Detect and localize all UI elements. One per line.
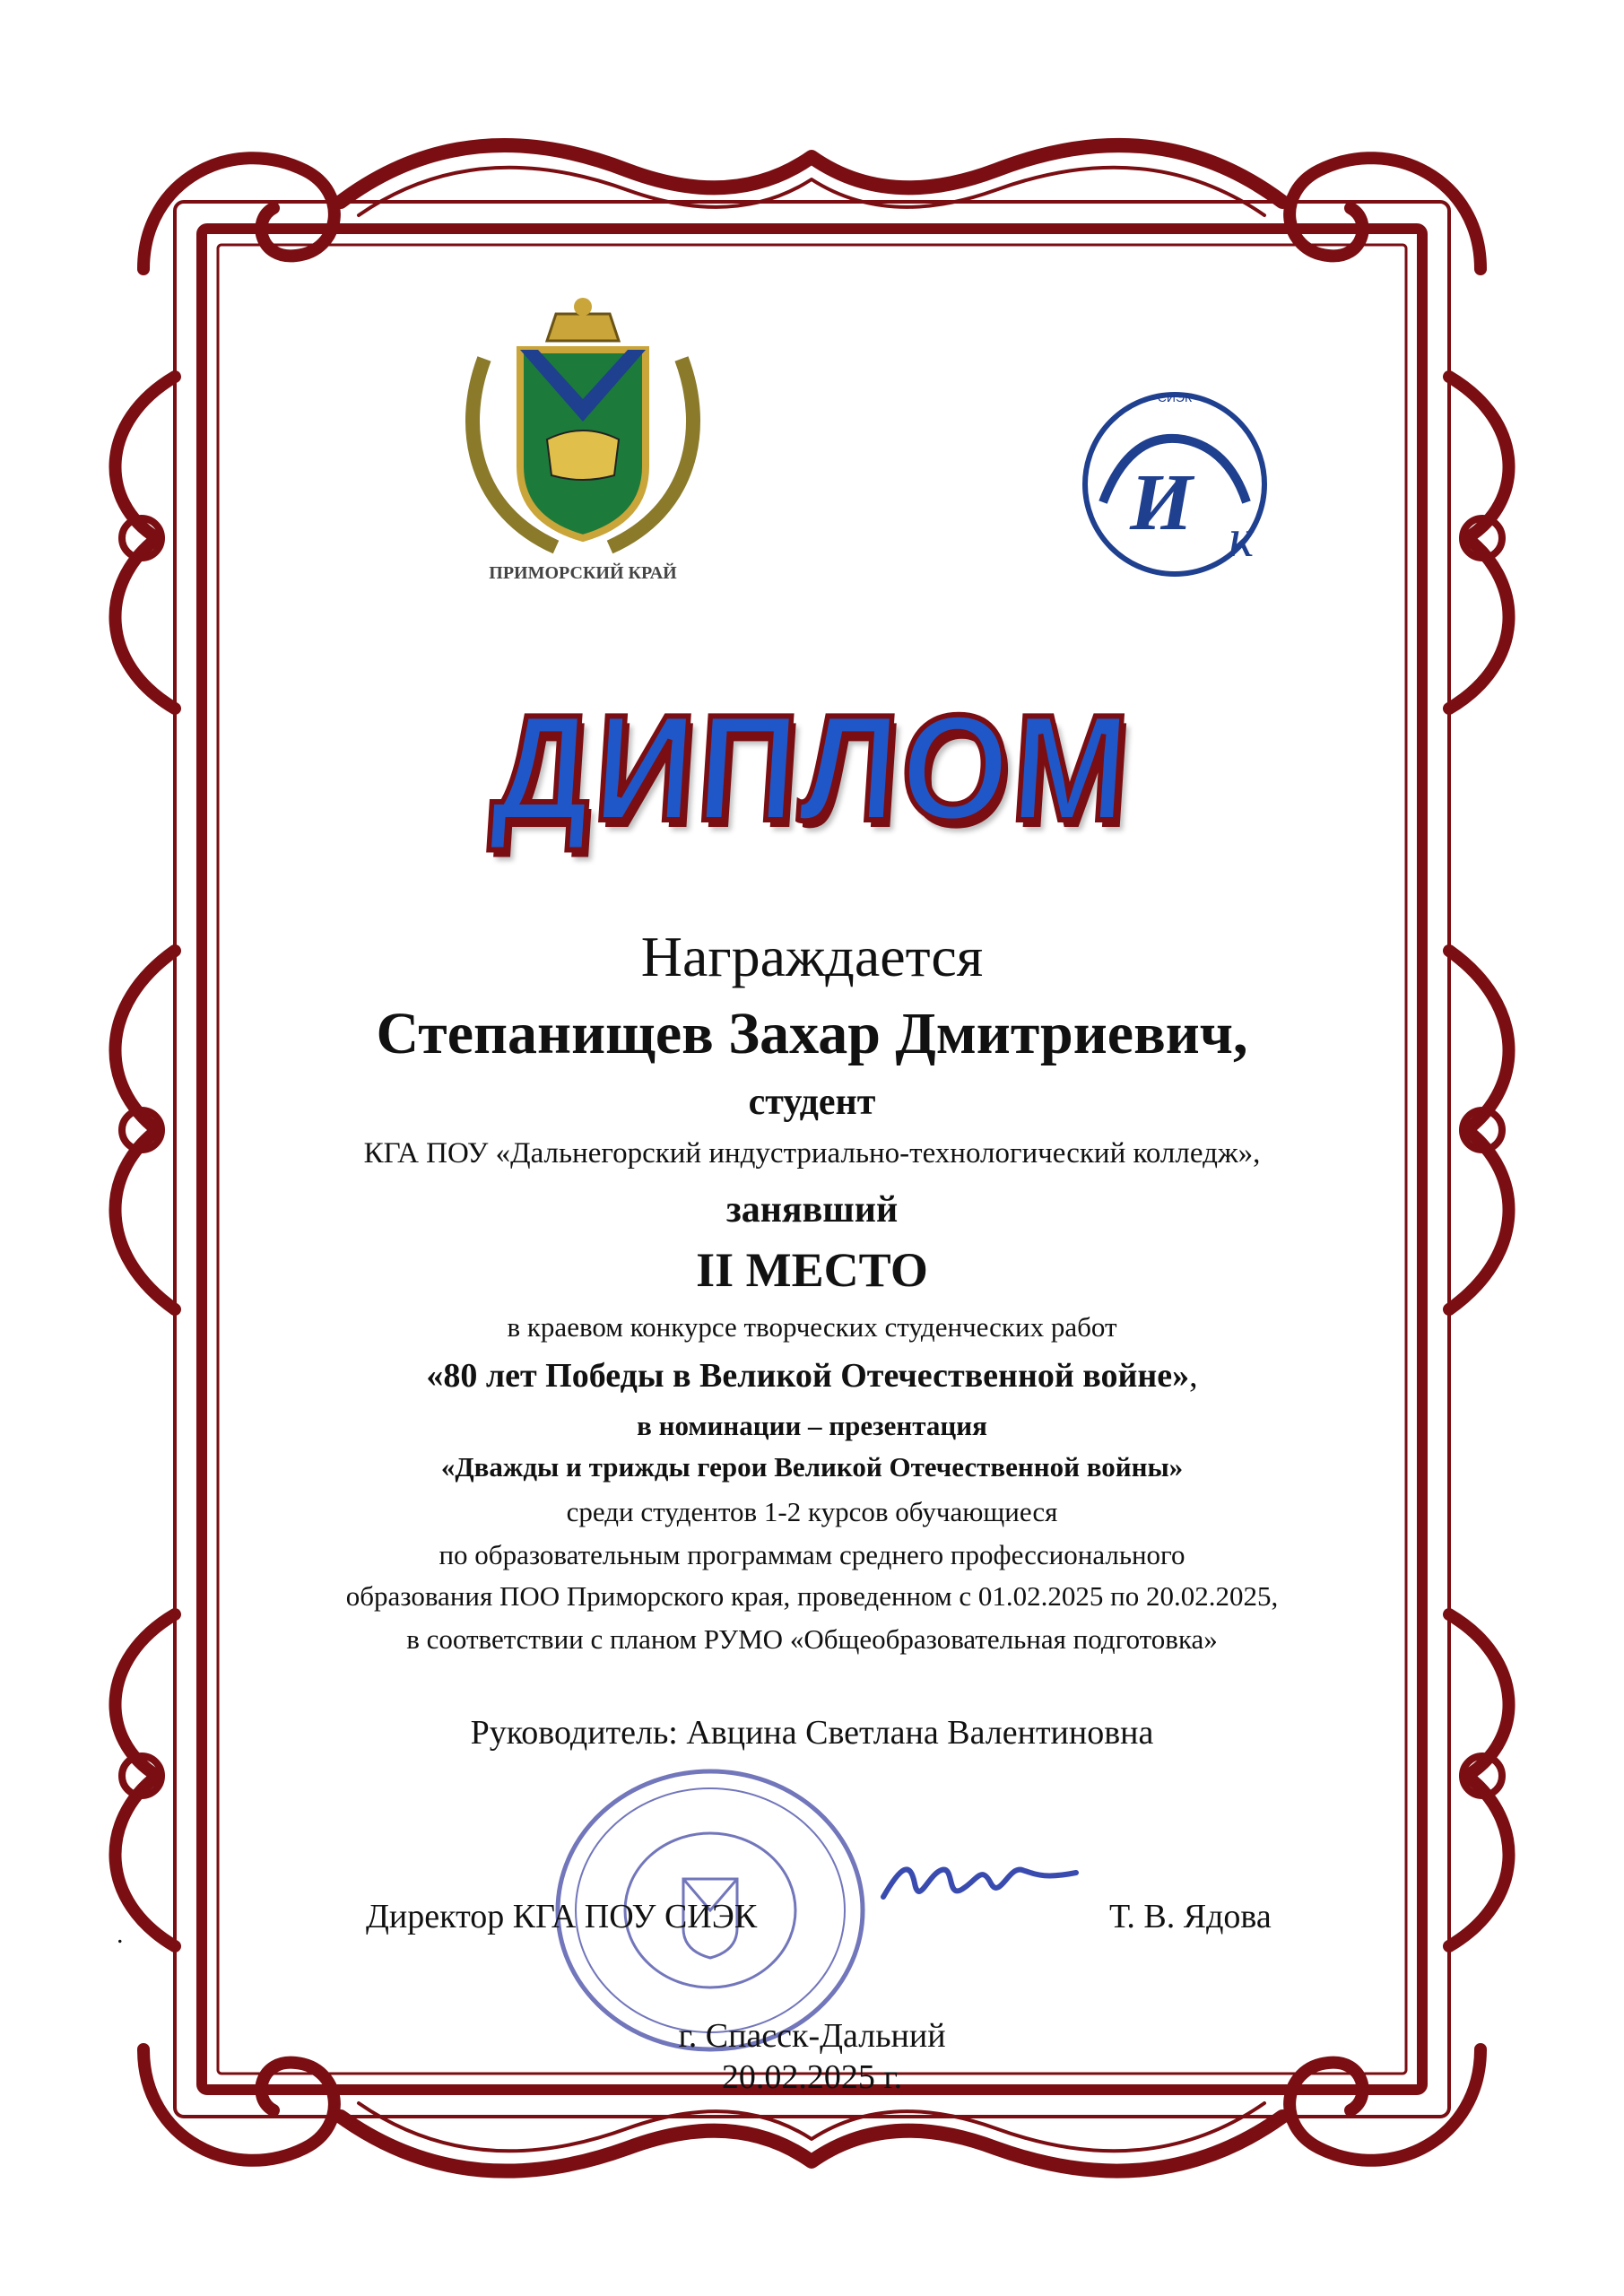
body-line: образования ПОО Приморского края, проведенном с 01.02.2025 по 20.02.2025, — [345, 1580, 1279, 1612]
svg-text:к: к — [1229, 509, 1255, 568]
college-name: КГА ПОУ «Дальнегорский индустриально-технологический колледж», — [363, 1137, 1261, 1170]
emblem-caption: ПРИМОРСКИЙ КРАЙ — [489, 563, 677, 583]
contest-text: в краевом конкурсе творческих студенческих работ — [507, 1311, 1117, 1343]
place-text: II МЕСТО — [696, 1243, 928, 1297]
contest-name-title: «80 лет Победы в Великой Отечественной войне» — [426, 1357, 1190, 1395]
svg-text:И: И — [1130, 458, 1194, 547]
nomination-text: в номинации – презентация — [637, 1410, 987, 1441]
nomination-title: «Дважды и трижды герои Великой Отечественной войны» — [440, 1451, 1184, 1483]
logo-letters: СИЭК — [1157, 390, 1193, 404]
contest-name-suffix: , — [1189, 1357, 1198, 1395]
body-line: по образовательным программам среднего профессионального — [439, 1539, 1185, 1570]
occupied-text: занявший — [725, 1189, 899, 1231]
recipient-name: Степанищев Захар Дмитриевич, — [376, 1001, 1248, 1066]
director-title: Директор КГА ПОУ СИЭК — [366, 1898, 758, 1935]
recipient-role: студент — [748, 1082, 876, 1123]
primorsky-krai-emblem-icon — [448, 287, 717, 592]
stray-dot: . — [117, 1919, 124, 1949]
body-line: среди студентов 1-2 курсов обучающиеся — [566, 1496, 1058, 1527]
city-text: г. Спасск-Дальний — [678, 2017, 946, 2055]
body-line: в соответствии с планом РУМО «Общеобразовательная подготовка» — [406, 1623, 1218, 1655]
college-logo-icon — [1049, 377, 1300, 592]
signature-icon — [874, 1848, 1081, 1919]
awarded-text: Награждается — [640, 925, 984, 988]
diploma-title: ДИПЛОМ — [487, 683, 1137, 852]
leader-text: Руководитель: Авцина Светлана Валентиновна — [470, 1714, 1154, 1752]
contest-name — [0, 1356, 1624, 1396]
director-name: Т. В. Ядова — [1109, 1898, 1272, 1935]
date-text: 20.02.2025 г. — [721, 2058, 903, 2096]
